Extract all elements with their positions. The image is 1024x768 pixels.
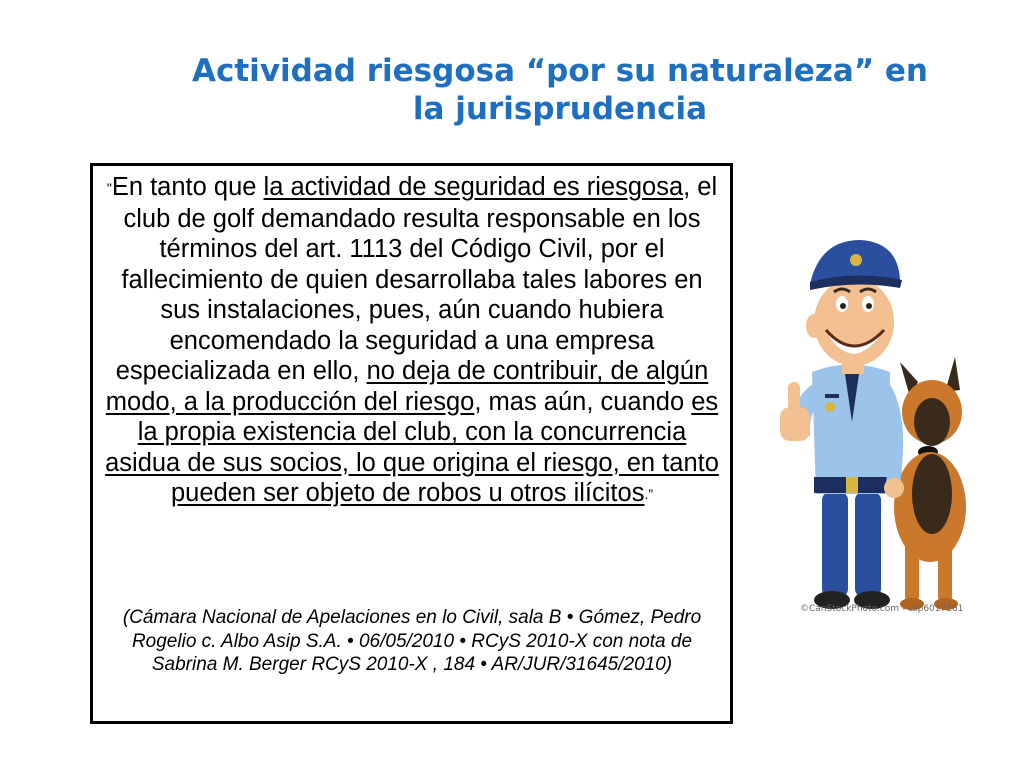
quote-text-part-4: . [644,486,649,502]
dog-icon [894,357,966,610]
quote-underlined-part-2: no deja de contribuir, de algún modo, a la producción del riesgo [105,357,709,416]
slide-title [150,52,970,128]
quote-text [101,172,723,510]
quote-text-part-3: , mas aún, cuando [474,387,692,416]
quote-underlined-part-1: la actividad de seguridad es riesgosa [263,173,684,201]
slide-title-line-1: Actividad riesgosa “por su naturaleza” en [192,53,928,89]
watermark: ©CanStockPhoto.com - csp6017261 [800,604,964,614]
quote-close-mark: ” [648,486,654,502]
quote-box [90,163,733,724]
quote-underlined-part-3: es la propia existencia del club, con la concurrencia asidua de sus socios, lo que origina el riesgo, en tanto pueden ser objeto de robos u otros ilícitos [105,387,719,507]
slide-title-line-2: la jurisprudencia [412,91,708,127]
quote-open-mark: " [106,180,112,196]
security-guard-with-dog-icon [760,222,990,622]
quote-text-part-2: , el club de golf demandado resulta responsable en los términos del art. 1113 del Código Civil, por el fallecimiento de quien desarrollaba tales labores en sus instalaciones, pues, aún cuando hubiera encomendado la seguridad a una empresa especializada en ello, [115,173,718,385]
guard-icon [780,240,904,609]
quote-text-part-1: En tanto que [111,173,264,201]
citation: (Cámara Nacional de Apelaciones en lo Civil, sala B • Gómez, Pedro Rogelio c. Albo Asip S.A. • 06/05/2010 • RCyS 2010-X con nota de Sabrina M. Berger RCyS 2010-X , 184 • AR/JUR/31645/2010) [122,607,702,675]
